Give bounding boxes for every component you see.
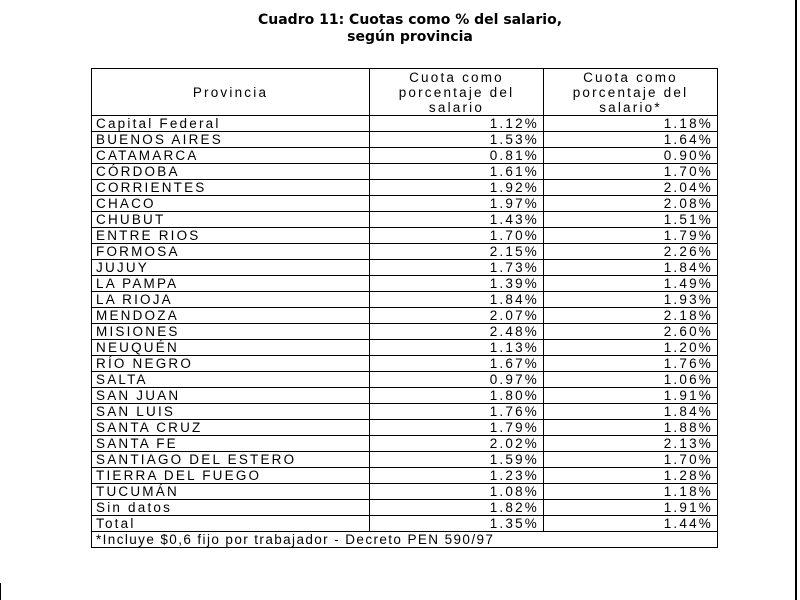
table-row: [92, 372, 718, 388]
cell-provincia: NEUQUÉN: [92, 340, 370, 356]
footnote: *Incluye $0,6 fijo por trabajador - Decreto PEN 590/97: [92, 532, 718, 548]
table-row: [92, 436, 718, 452]
cell-cuota-fijo: 1.70%: [544, 164, 718, 180]
cell-cuota-fijo: 1.70%: [544, 452, 718, 468]
cell-cuota-fijo: 2.13%: [544, 436, 718, 452]
title-line-2: según provincia: [347, 29, 473, 45]
cell-provincia: BUENOS AIRES: [92, 132, 370, 148]
footnote-row: [92, 532, 718, 548]
cell-provincia: SALTA: [92, 372, 370, 388]
cell-provincia: SANTA CRUZ: [92, 420, 370, 436]
cell-cuota: 1.08%: [370, 484, 544, 500]
cell-cuota-fijo: 1.44%: [544, 516, 718, 532]
cell-provincia: TIERRA DEL FUEGO: [92, 468, 370, 484]
cell-provincia: CÓRDOBA: [92, 164, 370, 180]
cell-provincia: SANTIAGO DEL ESTERO: [92, 452, 370, 468]
table-row: [92, 308, 718, 324]
cell-cuota: 2.07%: [370, 308, 544, 324]
table-body: [92, 116, 718, 532]
cell-cuota-fijo: 0.90%: [544, 148, 718, 164]
table-row: [92, 388, 718, 404]
quotas-table: [91, 68, 718, 548]
cell-cuota: 1.80%: [370, 388, 544, 404]
cell-cuota: 1.39%: [370, 276, 544, 292]
cell-cuota: 0.81%: [370, 148, 544, 164]
cell-provincia: Sin datos: [92, 500, 370, 516]
header-cuota-line: Cuota como: [409, 69, 504, 85]
cell-provincia: TUCUMÁN: [92, 484, 370, 500]
header-cuota-line: salario: [428, 99, 485, 115]
cell-provincia: SAN JUAN: [92, 388, 370, 404]
cell-cuota: 1.53%: [370, 132, 544, 148]
header-cuota-fijo-line: porcentaje del: [572, 84, 689, 100]
cell-cuota: 1.12%: [370, 116, 544, 132]
cell-provincia: CHUBUT: [92, 212, 370, 228]
cell-cuota: 1.59%: [370, 452, 544, 468]
frame-right-border: [795, 0, 797, 600]
cell-provincia: MISIONES: [92, 324, 370, 340]
cell-cuota-fijo: 1.28%: [544, 468, 718, 484]
cell-provincia: SAN LUIS: [92, 404, 370, 420]
cell-cuota-fijo: 1.06%: [544, 372, 718, 388]
cell-cuota-fijo: 1.91%: [544, 388, 718, 404]
table-row: [92, 244, 718, 260]
table-header-row: [92, 69, 718, 116]
cell-cuota: 1.23%: [370, 468, 544, 484]
cell-cuota-fijo: 1.18%: [544, 484, 718, 500]
table-row: [92, 516, 718, 532]
document-title: [180, 12, 640, 46]
cell-provincia: FORMOSA: [92, 244, 370, 260]
cell-cuota: 1.35%: [370, 516, 544, 532]
cell-provincia: Total: [92, 516, 370, 532]
cell-provincia: LA RIOJA: [92, 292, 370, 308]
header-cuota: [370, 69, 544, 116]
table-row: [92, 500, 718, 516]
cell-cuota: 1.84%: [370, 292, 544, 308]
table-row: [92, 404, 718, 420]
cell-cuota: 0.97%: [370, 372, 544, 388]
table-row: [92, 420, 718, 436]
table-row: [92, 196, 718, 212]
table-row: [92, 260, 718, 276]
table-row: [92, 212, 718, 228]
table-row: [92, 452, 718, 468]
table-row: [92, 148, 718, 164]
header-cuota-fijo-line: Cuota como: [583, 69, 678, 85]
cell-cuota-fijo: 1.84%: [544, 260, 718, 276]
cell-cuota: 1.67%: [370, 356, 544, 372]
table-row: [92, 132, 718, 148]
cell-cuota-fijo: 1.91%: [544, 500, 718, 516]
table-row: [92, 228, 718, 244]
cell-provincia: MENDOZA: [92, 308, 370, 324]
table-row: [92, 340, 718, 356]
table-row: [92, 468, 718, 484]
cell-cuota: 1.43%: [370, 212, 544, 228]
cell-cuota: 1.70%: [370, 228, 544, 244]
cell-provincia: CHACO: [92, 196, 370, 212]
cell-provincia: JUJUY: [92, 260, 370, 276]
cell-cuota: 1.97%: [370, 196, 544, 212]
cell-provincia: ENTRE RIOS: [92, 228, 370, 244]
table-row: [92, 356, 718, 372]
cell-provincia: SANTA FE: [92, 436, 370, 452]
cell-cuota-fijo: 1.51%: [544, 212, 718, 228]
cell-cuota: 1.61%: [370, 164, 544, 180]
cell-provincia: CATAMARCA: [92, 148, 370, 164]
header-cuota-fijo: [544, 69, 718, 116]
cell-cuota: 1.76%: [370, 404, 544, 420]
cell-cuota: 2.02%: [370, 436, 544, 452]
table-row: [92, 276, 718, 292]
cell-cuota-fijo: 1.88%: [544, 420, 718, 436]
cell-provincia: Capital Federal: [92, 116, 370, 132]
cell-cuota-fijo: 2.26%: [544, 244, 718, 260]
cell-cuota-fijo: 2.60%: [544, 324, 718, 340]
cell-cuota-fijo: 2.04%: [544, 180, 718, 196]
cell-cuota-fijo: 1.20%: [544, 340, 718, 356]
cell-cuota-fijo: 1.93%: [544, 292, 718, 308]
cell-cuota-fijo: 1.49%: [544, 276, 718, 292]
cell-cuota: 1.82%: [370, 500, 544, 516]
cell-cuota-fijo: 2.08%: [544, 196, 718, 212]
header-provincia: Provincia: [92, 69, 370, 116]
cell-cuota-fijo: 2.18%: [544, 308, 718, 324]
cell-cuota: 1.79%: [370, 420, 544, 436]
cell-cuota-fijo: 1.76%: [544, 356, 718, 372]
cell-cuota-fijo: 1.79%: [544, 228, 718, 244]
table-row: [92, 180, 718, 196]
cell-cuota-fijo: 1.84%: [544, 404, 718, 420]
cell-provincia: LA PAMPA: [92, 276, 370, 292]
cell-cuota: 2.15%: [370, 244, 544, 260]
table-row: [92, 484, 718, 500]
frame-left-border: [0, 583, 1, 600]
cell-cuota: 2.48%: [370, 324, 544, 340]
title-line-1: Cuadro 11: Cuotas como % del salario,: [257, 12, 563, 28]
table-row: [92, 164, 718, 180]
cell-provincia: RÍO NEGRO: [92, 356, 370, 372]
table-row: [92, 324, 718, 340]
cell-cuota-fijo: 1.64%: [544, 132, 718, 148]
header-cuota-fijo-line: salario*: [599, 99, 662, 115]
header-cuota-line: porcentaje del: [398, 84, 515, 100]
cell-provincia: CORRIENTES: [92, 180, 370, 196]
cell-cuota: 1.13%: [370, 340, 544, 356]
table-row: [92, 292, 718, 308]
cell-cuota-fijo: 1.18%: [544, 116, 718, 132]
cell-cuota: 1.92%: [370, 180, 544, 196]
cell-cuota: 1.73%: [370, 260, 544, 276]
table-row: [92, 116, 718, 132]
